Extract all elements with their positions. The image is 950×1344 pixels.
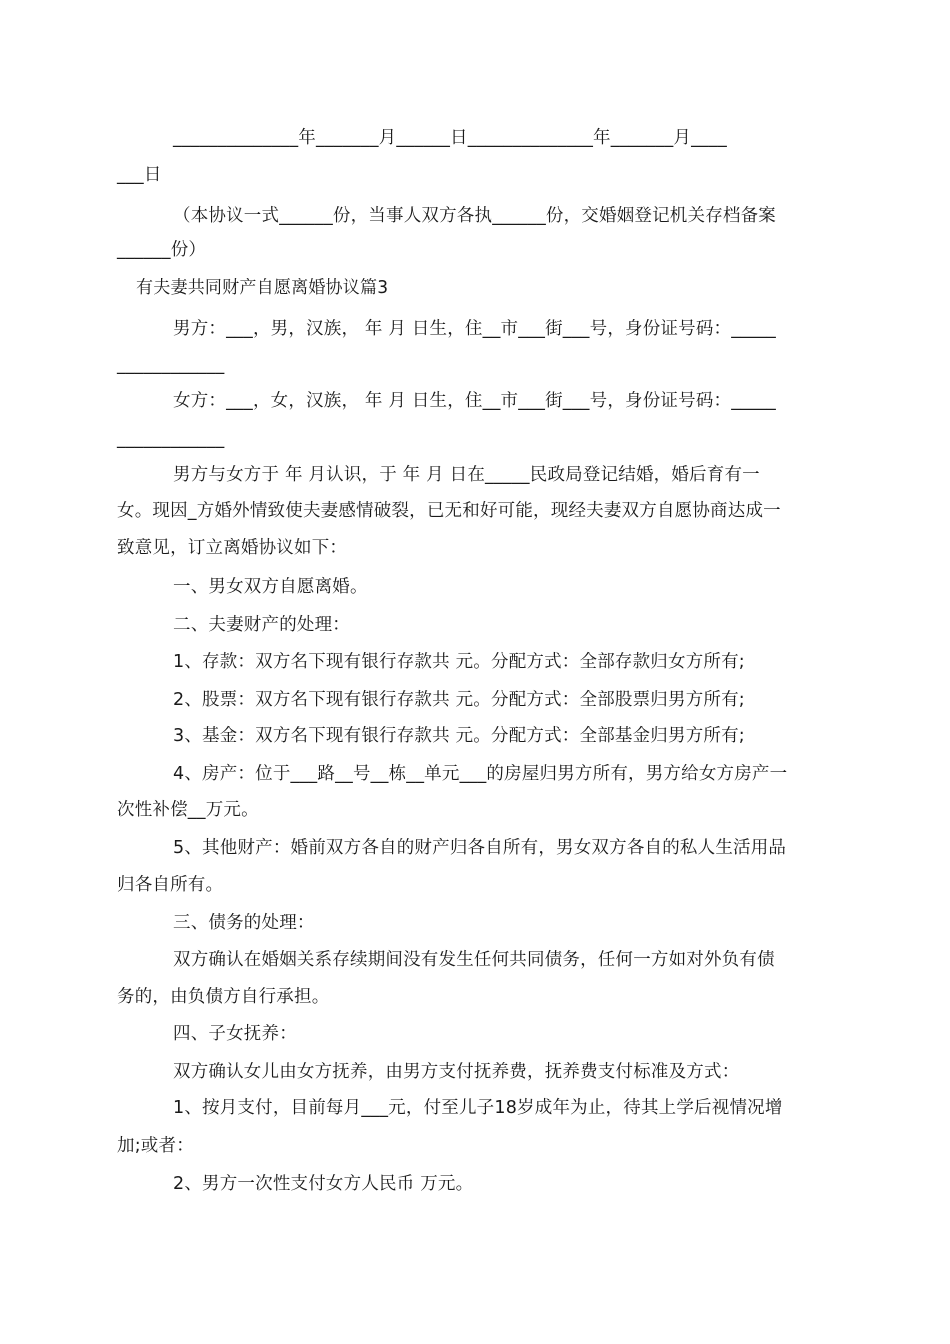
clause-4-item-1: 1、按月支付，目前每月___元，付至儿子18岁成年为止，待其上学后视情况增 [173,1098,783,1118]
clause-3-body: 双方确认在婚姻关系存续期间没有发生任何共同债务，任何一方如对外负有债 [173,950,775,970]
clause-2-item-4-cont: 次性补偿__万元。 [117,800,259,820]
clause-4-body: 双方确认女儿由女方抚养，由男方支付抚养费，抚养费支付标准及方式： [173,1062,740,1082]
signature-date-line: ______________年_______月______日______________年_______月____ [173,128,727,148]
clause-2-item-5: 5、其他财产：婚前双方各自的财产归各自所有，男女双方各自的私人生活用品 [173,838,787,858]
clause-4-heading: 四、子女抚养： [173,1024,297,1044]
clause-3-body-cont: 务的，由负债方自行承担。 [117,987,330,1007]
clause-2-item-2: 2、股票：双方名下现有银行存款共 元。分配方式：全部股票归男方所有; [173,690,745,710]
clause-2-heading: 二、夫妻财产的处理： [173,615,350,635]
clause-2-item-1: 1、存款：双方名下现有银行存款共 元。分配方式：全部存款归女方所有; [173,652,745,672]
clause-2-item-3: 3、基金：双方名下现有银行存款共 元。分配方式：全部基金归男方所有; [173,726,745,746]
party-female-cont: ____________ [117,429,225,449]
copies-note: （本协议一式______份，当事人双方各执______份，交婚姻登记机关存档备案 [173,206,776,226]
intro-paragraph-line2: 女。现因_方婚外情致使夫妻感情破裂，已无和好可能，现经夫妻双方自愿协商达成一 [117,501,781,521]
clause-2-item-4: 4、房产：位于___路__号__栋__单元___的房屋归男方所有，男方给女方房产一 [173,764,788,784]
signature-date-line-cont: ___日 [117,165,162,185]
party-female: 女方：___，女，汉族， 年 月 日生，住__市___街___号，身份证号码：_____ [173,391,776,411]
party-male-cont: ____________ [117,355,225,375]
clause-2-item-5-cont: 归各自所有。 [117,875,224,895]
clause-4-item-1-cont: 加;或者： [117,1136,194,1156]
clause-3-heading: 三、债务的处理： [173,913,315,933]
clause-4-item-2: 2、男方一次性支付女方人民币 万元。 [173,1174,474,1194]
section-title: 有夫妻共同财产自愿离婚协议篇3 [136,278,389,298]
copies-note-cont: ______份） [117,240,207,260]
clause-1: 一、男女双方自愿离婚。 [173,577,368,597]
intro-paragraph-line3: 致意见，订立离婚协议如下： [117,538,348,558]
intro-paragraph: 男方与女方于 年 月认识，于 年 月 日在_____民政局登记结婚，婚后育有一 [173,465,760,485]
party-male: 男方：___，男，汉族， 年 月 日生，住__市___街___号，身份证号码：_____ [173,319,776,339]
